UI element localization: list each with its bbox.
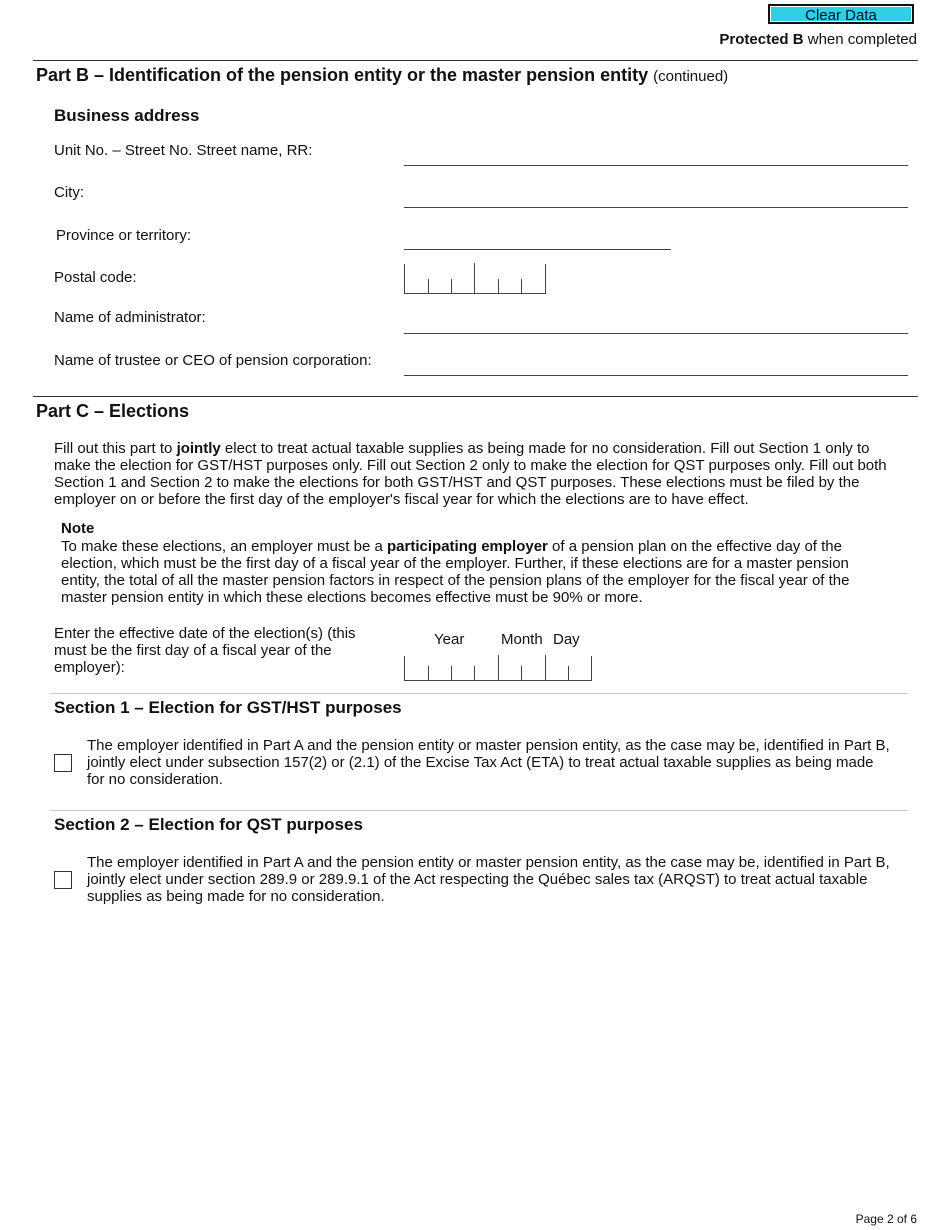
page-number: Page 2 of 6 (855, 1212, 917, 1226)
comb-divider (474, 666, 475, 680)
protected-suffix: when completed (803, 31, 917, 48)
note-bold: participating employer (387, 538, 548, 555)
effective-date-label: Enter the effective date of the election(s) (this must be the first day of a fiscal year of the employer): (54, 625, 356, 676)
province-label: Province or territory: (56, 227, 192, 244)
comb-divider (428, 666, 429, 680)
section-1-title: Section 1 – Election for GST/HST purposes (54, 698, 402, 717)
clear-data-button[interactable]: Clear Data (768, 4, 914, 24)
city-input[interactable] (404, 207, 908, 208)
business-address-heading: Business address (54, 106, 200, 125)
comb-divider (428, 279, 429, 293)
section-1-checkbox[interactable] (54, 754, 72, 772)
section-2-title: Section 2 – Election for QST purposes (54, 815, 363, 834)
administrator-label: Name of administrator: (54, 309, 206, 326)
intro-bold: jointly (176, 440, 221, 457)
part-b-continued: (continued) (653, 68, 729, 85)
comb-divider (498, 655, 499, 680)
part-c-title: Part C – Elections (36, 401, 190, 421)
postal-code-label: Postal code: (54, 269, 137, 286)
comb-divider (545, 655, 546, 680)
date-year-label: Year (434, 631, 465, 648)
comb-divider (521, 666, 522, 680)
divider (33, 60, 918, 61)
part-c-intro (54, 440, 906, 508)
trustee-input[interactable] (404, 375, 908, 376)
comb-divider (568, 666, 569, 680)
date-month-label: Month (501, 631, 543, 648)
city-label: City: (54, 184, 84, 201)
divider (50, 810, 908, 811)
note-text-end: of a pension plan on the effective day of the election, which must be the first day of a fiscal year of the employer. Further, if these elections are for a master pension entity, the total of all the master pension factors in respect of the pension plans of the employer for the fiscal year of the master pension entity in which these elections becomes effective must be 90% or more. (61, 538, 850, 606)
street-label: Unit No. – Street No. Street name, RR: (54, 142, 313, 159)
part-b-title-text: Part B – Identification of the pension entity or the master pension entity (36, 65, 649, 85)
divider (33, 396, 918, 397)
comb-divider (498, 279, 499, 293)
section-1-text: The employer identified in Part A and the pension entity or master pension entity, as the case may be, identified in Part B, jointly elect under subsection 157(2) or (2.1) of the Excise Tax Act (ETA) to treat actual taxable supplies as being made for no consideration. (87, 737, 890, 788)
part-b-title (36, 65, 728, 86)
note-text (61, 538, 891, 606)
street-input[interactable] (404, 165, 908, 166)
note-heading: Note (61, 520, 95, 537)
trustee-label: Name of trustee or CEO of pension corporation: (54, 352, 372, 369)
comb-divider (474, 263, 475, 293)
postal-code-input[interactable] (404, 264, 546, 294)
date-day-label: Day (553, 631, 580, 648)
note-text-start: To make these elections, an employer must be a (61, 538, 388, 555)
section-2-checkbox[interactable] (54, 871, 72, 889)
comb-divider (451, 666, 452, 680)
province-input[interactable] (404, 249, 671, 250)
administrator-input[interactable] (404, 333, 908, 334)
section-2-text: The employer identified in Part A and the pension entity or master pension entity, as the case may be, identified in Part B, jointly elect under section 289.9 or 289.9.1 of the Act respecting the Québec sales tax (ARQST) to treat actual taxable supplies as being made for no consideration. (87, 854, 890, 905)
divider (50, 693, 908, 694)
protected-notice (719, 31, 917, 48)
protected-label: Protected B (719, 31, 804, 48)
intro-text-end: elect to treat actual taxable supplies as being made for no consideration. Fill out Section 1 only to make the election for GST/HST purposes only. Fill out Section 2 only to make the election for QST purposes only. Fill out both Section 1 and Section 2 to make the elections for both GST/HST and QST purposes. These elections must be filed by the employer on or before the first day of the employer's fiscal year for which the elections are to have effect. (54, 440, 887, 508)
comb-divider (451, 279, 452, 293)
effective-date-input[interactable] (404, 656, 592, 681)
comb-divider (521, 279, 522, 293)
intro-text-start: Fill out this part to (54, 440, 177, 457)
